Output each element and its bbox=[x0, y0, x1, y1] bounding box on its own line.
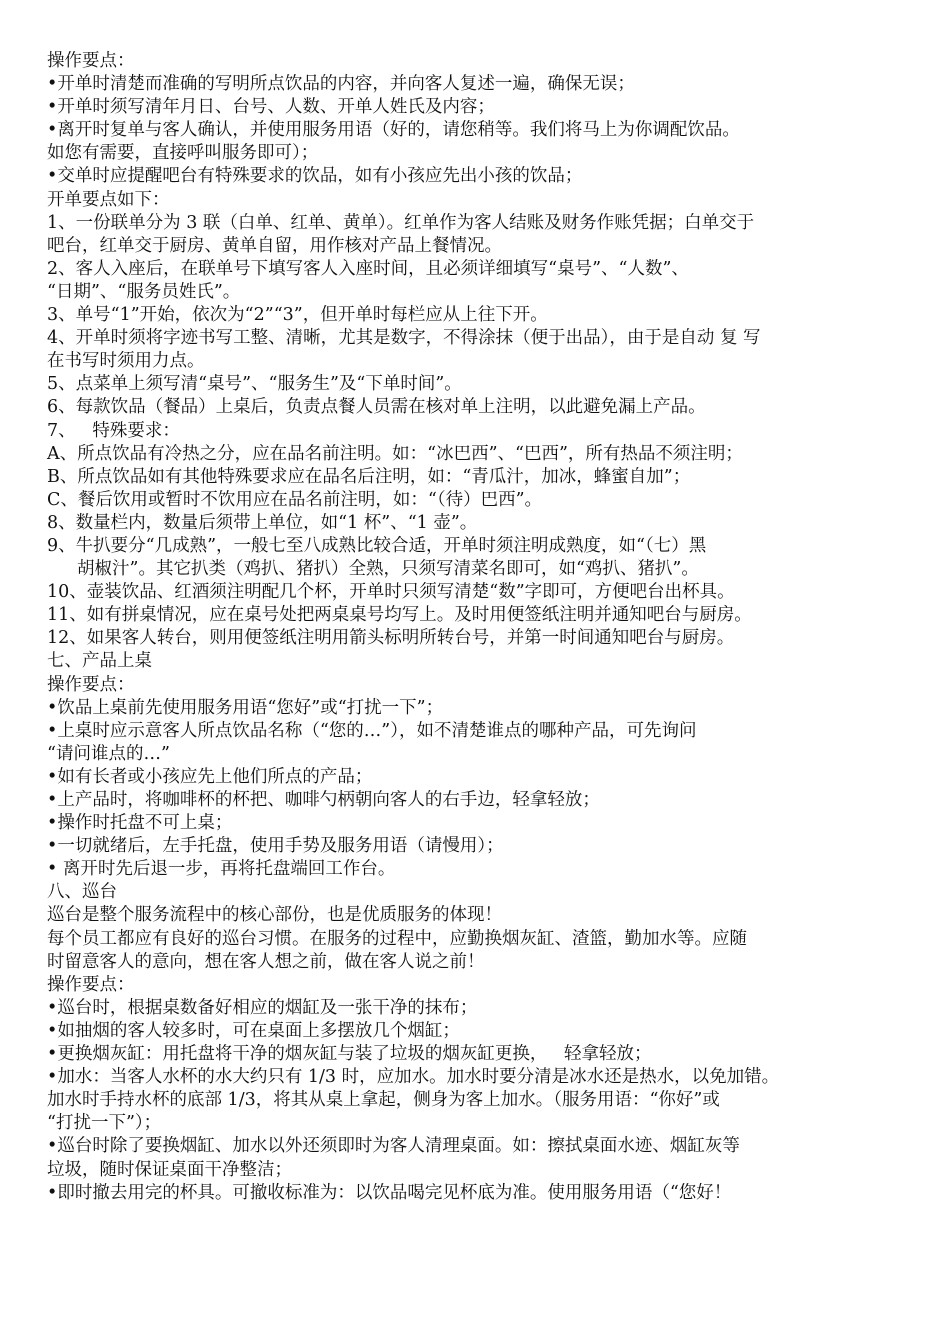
text-line: 吧台，红单交于厨房、黄单自留，用作核对产品上餐情况。 bbox=[47, 235, 502, 256]
text-line: 时留意客人的意向，想在客人想之前，做在客人说之前！ bbox=[47, 951, 485, 972]
text-line: •上桌时应示意客人所点饮品名称（“您的…”），如不清楚谁点的哪种产品，可先询问 bbox=[47, 720, 697, 741]
text-line: “请问谁点的…” bbox=[47, 743, 170, 764]
text-line: •上产品时，将咖啡杯的杯把、咖啡勺柄朝向客人的右手边，轻拿轻放； bbox=[47, 790, 600, 810]
text-line: 5、点菜单上须写清“桌号”、“服务生”及“下单时间”。 bbox=[47, 374, 462, 395]
text-line: •巡台时除了要换烟缸、加水以外还须即时为客人清理桌面。如：擦拭桌面水迹、烟缸灰等 bbox=[47, 1136, 740, 1157]
text-line: 10、壶装饮品、红酒须注明配几个杯，开单时只须写清楚“数”字即可，方便吧台出杯具。 bbox=[47, 582, 735, 603]
text-line: 2、客人入座后，在联单号下填写客人入座时间，且必须详细填写“桌号”、“人数”、 bbox=[47, 258, 689, 279]
text-line: •交单时应提醒吧台有特殊要求的饮品，如有小孩应先出小孩的饮品； bbox=[47, 166, 583, 187]
text-line: 操作要点： bbox=[47, 51, 135, 71]
text-line: 加水时手持水杯的底部 1/3，将其从桌上拿起，侧身为客上加水。（服务用语：“你好”或 bbox=[47, 1090, 720, 1111]
text-line: “打扰一下”）； bbox=[47, 1113, 162, 1134]
document-body bbox=[47, 50, 917, 1205]
text-line: •即时撤去用完的杯具。可撤收标准为：以饮品喝完见杯底为准。使用服务用语（“您好！ bbox=[47, 1182, 732, 1203]
text-line: 胡椒汁”。其它扒类（鸡扒、猪扒）全熟，只须写清菜名即可，如“鸡扒、猪扒”。 bbox=[77, 559, 699, 580]
text-line: 7、 特殊要求： bbox=[47, 420, 180, 441]
text-line: •开单时清楚而准确的写明所点饮品的内容，并向客人复述一遍，确保无误； bbox=[47, 74, 635, 95]
text-line: 每个员工都应有良好的巡台习惯。在服务的过程中，应勤换烟灰缸、渣篮，勤加水等。应随 bbox=[47, 928, 747, 949]
text-line: •开单时须写清年月日、台号、人数、开单人姓氏及内容； bbox=[47, 97, 495, 118]
text-line: 1、一份联单分为 3 联（白单、红单、黄单）。红单作为客人结账及财务作账凭据；白单交于 bbox=[47, 212, 755, 233]
text-line: •加水：当客人水杯的水大约只有 1/3 时，应加水。加水时要分清是冰水还是热水，以免加错。 bbox=[47, 1067, 780, 1088]
text-line: •离开时复单与客人确认，并使用服务用语（好的，请您稍等。我们将马上为你调配饮品。 bbox=[47, 120, 740, 141]
text-line: 在书写时须用力点。 bbox=[47, 351, 205, 372]
text-line: 开单要点如下： bbox=[47, 189, 170, 210]
text-line: B、所点饮品如有其他特殊要求应在品名后注明，如：“青瓜汁，加冰，蜂蜜自加”； bbox=[47, 466, 691, 487]
text-line: •更换烟灰缸：用托盘将干净的烟灰缸与装了垃圾的烟灰缸更换， 轻拿轻放； bbox=[47, 1044, 652, 1065]
text-line: 3、单号“1”开始，依次为“2”“3”，但开单时每栏应从上往下开。 bbox=[47, 305, 548, 326]
section-heading: 七、产品上桌 bbox=[47, 651, 152, 672]
text-line: 垃圾，随时保证桌面干净整洁； bbox=[47, 1159, 292, 1180]
text-line: 12、如果客人转台，则用便签纸注明用箭头标明所转台号，并第一时间通知吧台与厨房。 bbox=[47, 628, 735, 649]
text-line: •如抽烟的客人较多时，可在桌面上多摆放几个烟缸； bbox=[47, 1020, 460, 1041]
text-line: A、所点饮品有冷热之分，应在品名前注明。如：“冰巴西”、“巴西”，所有热品不须注明； bbox=[47, 443, 743, 464]
text-line: 如您有需要，直接呼叫服务即可）； bbox=[47, 143, 319, 164]
text-line: •饮品上桌前先使用服务用语“您好”或“打扰一下”； bbox=[47, 697, 444, 718]
text-line: 操作要点： bbox=[47, 974, 135, 995]
text-line: 巡台是整个服务流程中的核心部份，也是优质服务的体现！ bbox=[47, 905, 502, 926]
text-line: 11、如有拼桌情况，应在桌号处把两桌桌号均写上。及时用便签纸注明并通知吧台与厨房。 bbox=[47, 605, 752, 626]
text-line: 8、数量栏内，数量后须带上单位，如“1 杯”、“1 壶”。 bbox=[47, 512, 478, 533]
text-line: •操作时托盘不可上桌； bbox=[47, 813, 233, 834]
text-line: •一切就绪后，左手托盘，使用手势及服务用语（请慢用）； bbox=[47, 836, 504, 857]
text-line: 9、牛扒要分“几成熟”，一般七至八成熟比较合适，开单时须注明成熟度，如“（七）黑 bbox=[47, 535, 707, 556]
section-heading: 八、巡台 bbox=[47, 882, 117, 903]
text-line: •巡台时，根据桌数备好相应的烟缸及一张干净的抹布； bbox=[47, 997, 478, 1018]
text-line: “日期”、“服务员姓氏”。 bbox=[47, 281, 241, 302]
text-line: 6、每款饮品（餐品）上桌后，负责点餐人员需在核对单上注明，以此避免漏上产品。 bbox=[47, 397, 706, 418]
text-line: •如有长者或小孩应先上他们所点的产品； bbox=[47, 766, 373, 787]
text-line: • 离开时先后退一步，再将托盘端回工作台。 bbox=[47, 859, 396, 880]
text-line: 4、开单时须将字迹书写工整、清晰，尤其是数字，不得涂抹（便于出品），由于是自动 复 写 bbox=[47, 328, 761, 349]
text-line: 操作要点： bbox=[47, 674, 135, 695]
text-line: C、餐后饮用或暂时不饮用应在品名前注明，如：“（待）巴西”。 bbox=[47, 489, 543, 510]
